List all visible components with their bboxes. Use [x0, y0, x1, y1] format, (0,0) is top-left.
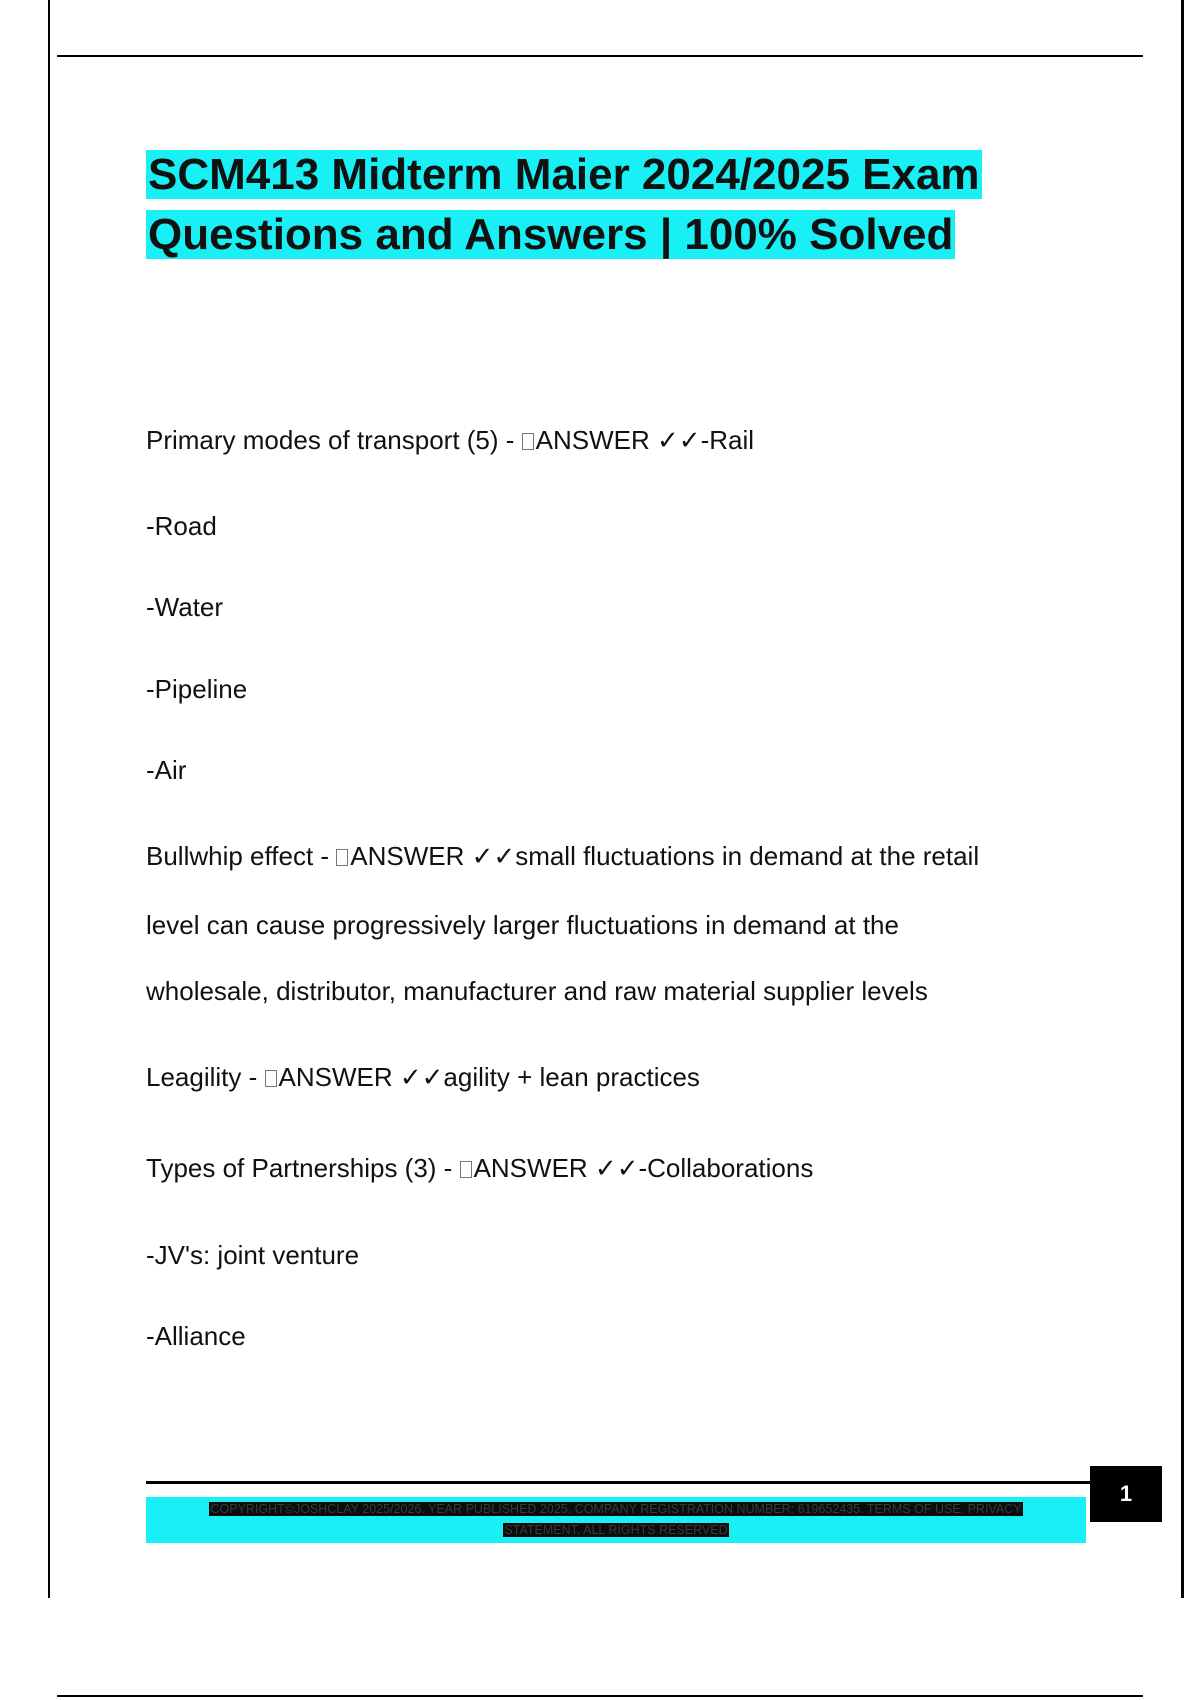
- qa-answer-line: wholesale, distributor, manufacturer and raw material supplier levels: [146, 976, 928, 1006]
- qa-question-partnerships: Types of Partnerships (3) - ANSWER ✓✓-Collaborations: [146, 1153, 814, 1183]
- copyright-line-1: COPYRIGHT©JOSHCLAY 2025/2026. YEAR PUBLISHED 2025. COMPANY REGISTRATION NUMBER: 619652435. TERMS OF USE. PRIVACY: [210, 1502, 1022, 1516]
- qa-answer-line: -Alliance: [146, 1321, 246, 1351]
- missing-glyph-icon: [265, 1070, 277, 1087]
- qa-question-leagility: Leagility - ANSWER ✓✓agility + lean practices: [146, 1062, 700, 1092]
- copyright-footer: [146, 1497, 1086, 1543]
- title-line-2: Questions and Answers | 100% Solved: [148, 210, 954, 259]
- header-rule: [57, 55, 1143, 57]
- document-title: [146, 145, 1146, 265]
- page-frame-left: [48, 0, 50, 1598]
- qa-question-bullwhip: Bullwhip effect - ANSWER ✓✓small fluctuations in demand at the retail: [146, 841, 980, 871]
- qa-answer-line: -Road: [146, 511, 217, 541]
- qa-answer-line: -Pipeline: [146, 674, 248, 704]
- page-number: 1: [1090, 1466, 1162, 1522]
- missing-glyph-icon: [336, 849, 348, 866]
- qa-answer-line: -JV's: joint venture: [146, 1240, 360, 1270]
- page-frame-right: [1181, 0, 1184, 1598]
- copyright-line-2: STATEMENT. ALL RIGHTS RESERVED: [504, 1523, 728, 1537]
- footer-rule: [146, 1481, 1090, 1484]
- missing-glyph-icon: [522, 433, 534, 450]
- missing-glyph-icon: [460, 1161, 472, 1178]
- next-page-rule: [57, 1695, 1143, 1697]
- qa-answer-line: level can cause progressively larger fluctuations in demand at the: [146, 910, 899, 940]
- qa-question-transport: Primary modes of transport (5) - ANSWER ✓✓-Rail: [146, 425, 755, 455]
- qa-answer-line: -Air: [146, 755, 187, 785]
- qa-answer-line: -Water: [146, 592, 224, 622]
- title-line-1: SCM413 Midterm Maier 2024/2025 Exam: [148, 150, 980, 199]
